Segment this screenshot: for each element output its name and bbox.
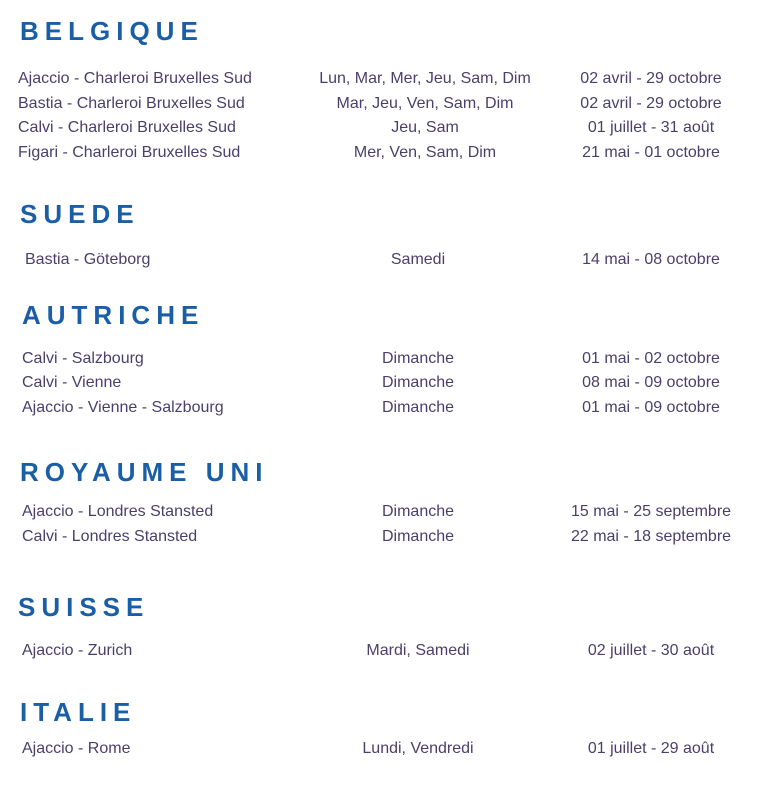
route-days: Dimanche bbox=[381, 399, 455, 416]
route-row bbox=[0, 252, 771, 272]
route-row bbox=[0, 351, 771, 371]
route-name: Ajaccio - Zurich bbox=[22, 642, 133, 659]
route-period: 22 mai - 18 septembre bbox=[570, 528, 732, 545]
route-row bbox=[0, 71, 771, 91]
route-period: 01 mai - 09 octobre bbox=[582, 399, 720, 416]
route-period: 02 juillet - 30 août bbox=[587, 642, 715, 659]
route-period: 01 juillet - 31 août bbox=[587, 119, 715, 136]
route-row bbox=[0, 504, 771, 524]
route-days: Lun, Mar, Mer, Jeu, Sam, Dim bbox=[319, 70, 531, 87]
route-name: Calvi - Vienne bbox=[22, 374, 122, 391]
route-period: 01 juillet - 29 août bbox=[587, 740, 715, 757]
route-days: Mer, Ven, Sam, Dim bbox=[353, 144, 497, 161]
route-row bbox=[0, 529, 771, 549]
route-period: 01 mai - 02 octobre bbox=[582, 350, 720, 367]
route-name: Bastia - Göteborg bbox=[25, 251, 151, 268]
route-row bbox=[0, 96, 771, 116]
route-row bbox=[0, 643, 771, 663]
section-title-suede: SUEDE bbox=[20, 199, 140, 229]
route-name: Ajaccio - Charleroi Bruxelles Sud bbox=[18, 70, 252, 87]
route-name: Calvi - Londres Stansted bbox=[22, 528, 198, 545]
route-name: Figari - Charleroi Bruxelles Sud bbox=[18, 144, 241, 161]
route-days: Mardi, Samedi bbox=[366, 642, 470, 659]
route-days: Mar, Jeu, Ven, Sam, Dim bbox=[336, 95, 514, 112]
route-days: Dimanche bbox=[381, 350, 455, 367]
section-title-autriche: AUTRICHE bbox=[22, 300, 205, 330]
section-title-italie: ITALIE bbox=[20, 697, 137, 727]
route-name: Ajaccio - Rome bbox=[22, 740, 131, 757]
section-title-belgique: BELGIQUE bbox=[20, 16, 204, 46]
route-row bbox=[0, 145, 771, 165]
route-row bbox=[0, 120, 771, 140]
route-row bbox=[0, 741, 771, 761]
route-name: Bastia - Charleroi Bruxelles Sud bbox=[18, 95, 245, 112]
route-days: Dimanche bbox=[381, 528, 455, 545]
route-days: Samedi bbox=[390, 251, 446, 268]
route-name: Ajaccio - Vienne - Salzbourg bbox=[22, 399, 224, 416]
section-title-royaume-uni: ROYAUME UNI bbox=[20, 457, 269, 487]
route-period: 21 mai - 01 octobre bbox=[582, 144, 720, 161]
route-row bbox=[0, 400, 771, 420]
route-period: 15 mai - 25 septembre bbox=[570, 503, 732, 520]
route-period: 02 avril - 29 octobre bbox=[580, 95, 722, 112]
route-days: Dimanche bbox=[381, 374, 455, 391]
route-period: 14 mai - 08 octobre bbox=[582, 251, 720, 268]
route-days: Lundi, Vendredi bbox=[362, 740, 474, 757]
route-days: Dimanche bbox=[381, 503, 455, 520]
route-row bbox=[0, 375, 771, 395]
route-period: 02 avril - 29 octobre bbox=[580, 70, 722, 87]
section-title-suisse: SUISSE bbox=[18, 592, 150, 622]
route-name: Calvi - Charleroi Bruxelles Sud bbox=[18, 119, 236, 136]
route-name: Calvi - Salzbourg bbox=[22, 350, 144, 367]
route-period: 08 mai - 09 octobre bbox=[582, 374, 720, 391]
route-days: Jeu, Sam bbox=[391, 119, 459, 136]
route-name: Ajaccio - Londres Stansted bbox=[22, 503, 214, 520]
